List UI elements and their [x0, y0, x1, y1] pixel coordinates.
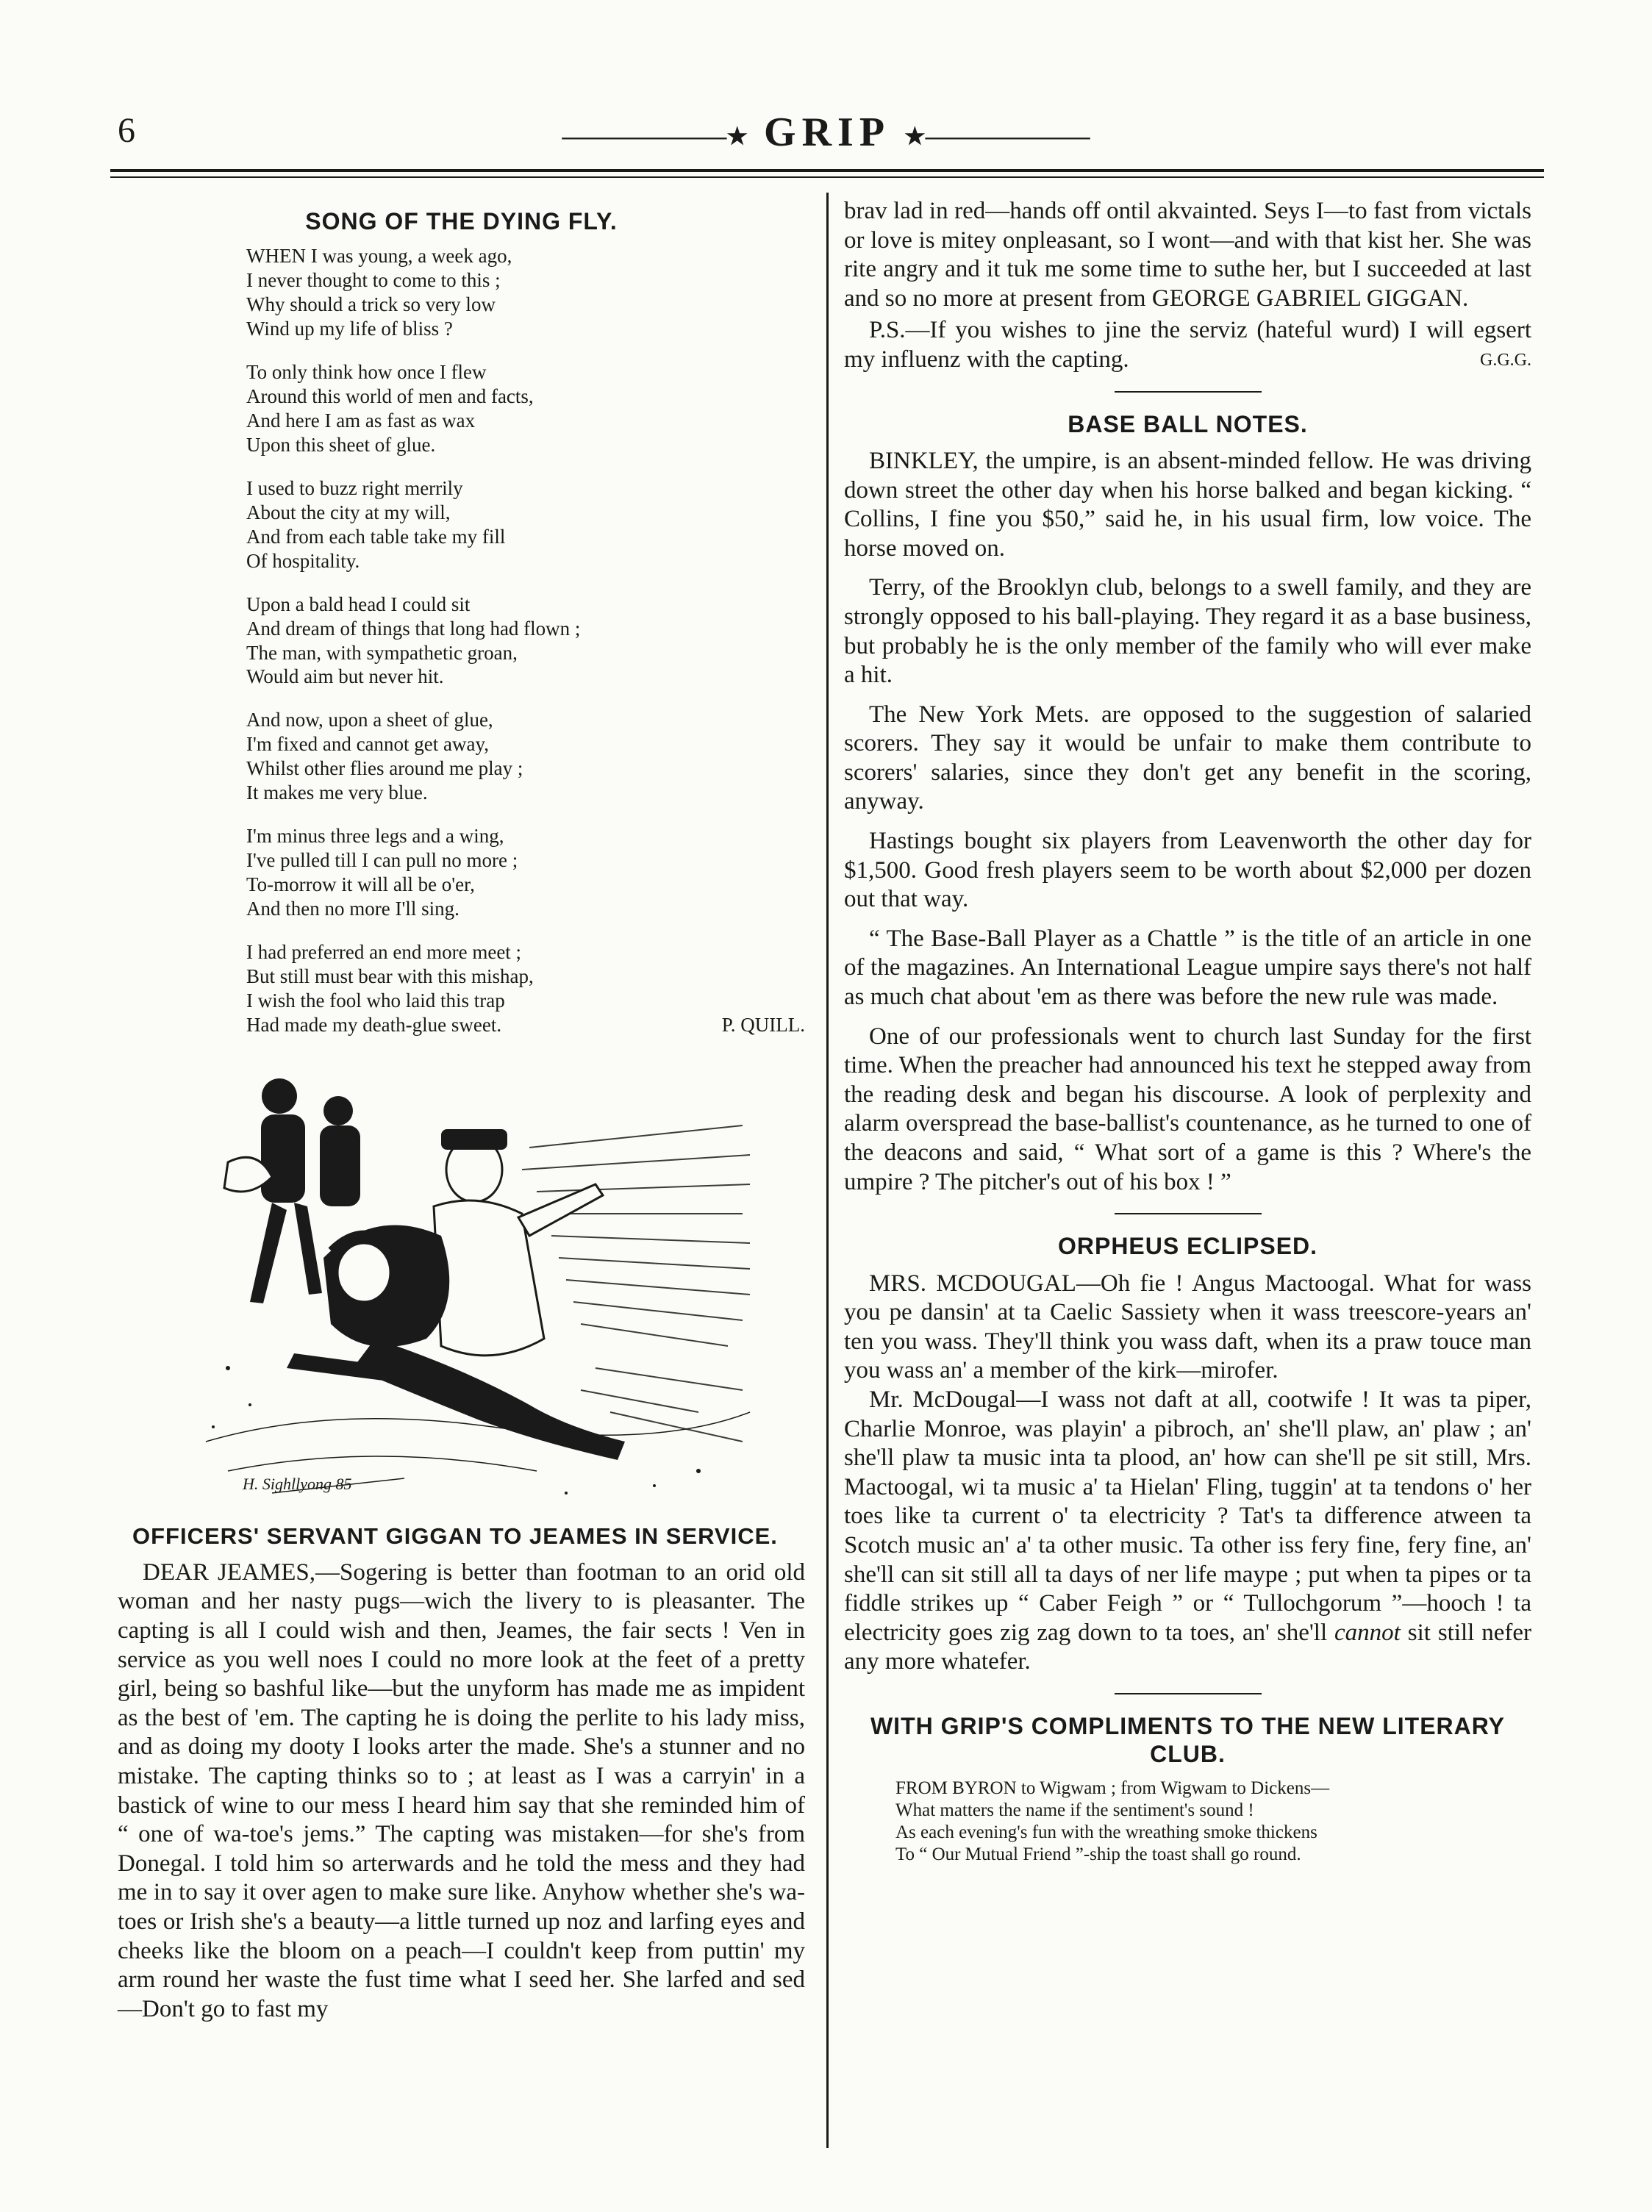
poem-line: And dream of things that long had flown ; [246, 617, 581, 640]
poem-line: To only think how once I flew [246, 361, 487, 384]
poem-line: Whilst other flies around me play ; [246, 757, 523, 780]
poem-line: I've pulled till I can pull no more ; [246, 849, 518, 872]
right-column [844, 197, 1531, 1866]
masthead-ornament-left: ———————★ [562, 123, 748, 150]
poem-line: Had made my death-glue sweet. [246, 1013, 502, 1036]
poem-line: It makes me very blue. [246, 781, 428, 804]
poem-line: And here I am as fast as wax [246, 409, 476, 432]
poem-stanza [246, 593, 805, 690]
poem-final-line [246, 1013, 805, 1037]
poem-line: I never thought to come to this ; [246, 269, 501, 292]
poem-line: And then no more I'll sing. [246, 897, 460, 920]
section-divider [1115, 391, 1262, 393]
poem-line: But still must bear with this mishap, [246, 964, 534, 987]
poem-line: Around this world of men and facts, [246, 385, 534, 408]
baseball-title: BASE BALL NOTES. [1068, 410, 1308, 437]
postscript-signature: G.G.G. [1480, 350, 1531, 370]
orpheus-paragraph: Mr. McDougal—I wass not daft at all, cootwife ! It was ta piper, Charlie Monroe, was playin' a pibroch, an' she'll plaw, an' plaw ; an' she'll plaw ta music inta ta plood, an' how can she'll pe sit still, Mrs. Mactoogal, wi ta music a' ta Hielan' Fling, tuggin' at ta tendons o' her toes like ta current o' ta electricity ? Tat's ta difference atween ta Scotch music an' a' ta other music. Ta other iss fery fine, fery fine, an' she'll can sit still all ta days of ner life maype ; put when ta pipes or ta fiddle strikes up “ Caber Feigh ” or “ Tullochgorum ”—hooch ! ta electricity goes zig zag down to ta toes, an' she'll cannot sit still nefer any more whatefer. [844, 1386, 1532, 1675]
verse-line: What matters the name if the sentiment's sound ! [895, 1800, 1254, 1820]
masthead-ornament-right: ★——————— [904, 123, 1090, 150]
poem-line: I wish the fool who laid this trap [246, 989, 505, 1012]
poem-line: Why should a trick so very low [246, 293, 496, 316]
poem-line: Would aim but never hit. [246, 665, 444, 688]
poem-stanza [246, 360, 805, 457]
section-divider [1115, 1213, 1262, 1214]
page-number: 6 [118, 111, 135, 150]
letter-paragraph [118, 1558, 805, 2025]
verse-line: As each evening's fun with the wreathing smoke thickens [895, 1822, 1317, 1842]
poem-line: I'm fixed and cannot get away, [246, 733, 489, 756]
header-rule-thin [110, 176, 1544, 178]
letter-paragraph: brav lad in red—hands off ontil akvainted. Seys I—to fast from victals or love is mitey onpleasant, so I wont—and with that kist her. She was rite angry and it tuk me some time to suthe her, but I succeeded at last and so no more at present from GEORGE GABRIEL GIGGAN. [844, 198, 1531, 312]
orpheus-body [844, 1270, 1531, 1677]
poem-stanza [246, 476, 805, 573]
baseball-paragraph: BINKLEY, the umpire, is an absent-minded fellow. He was driving down street the other day when his horse balked and began kicking. “ Collins, I fine you $50,” said he, in his usual firm, low voice. The horse moved on. [844, 447, 1531, 562]
poem-line: I used to buzz right merrily [246, 476, 463, 499]
poem-line: And now, upon a sheet of glue, [246, 709, 493, 731]
baseball-paragraph: Hastings bought six players from Leavenworth the other day for $1,500. Good fresh players seem to be worth about $2,000 per dozen out that way. [844, 828, 1531, 913]
baseball-paragraph: One of our professionals went to church last Sunday for the first time. When the preacher had announced his text he stepped away from the reading desk and began his discourse. A look of perplexity and alarm overspread the base-ballist's countenance, as he turned to one of the deacons and said, “ What sort of a game is this ? Where's the umpire ? The pitcher's out of his box ! ” [844, 1023, 1531, 1195]
poem-line: Upon a bald head I could sit [246, 593, 471, 615]
club-verse [895, 1778, 1531, 1866]
poem-line: I had preferred an end more meet ; [246, 940, 522, 963]
poem-stanza [246, 244, 805, 341]
letter-signature: GEORGE GABRIEL GIGGAN. [1151, 284, 1469, 312]
section-divider [1115, 1693, 1262, 1694]
poem-title: SONG OF THE DYING FLY. [305, 208, 618, 235]
poem-line: And from each table take my fill [246, 525, 506, 548]
left-column [118, 197, 805, 2024]
poem-stanza [246, 940, 805, 1037]
illustration-signature: H. Sighllyong 85 [243, 1474, 352, 1493]
letter-title: OFFICERS' SERVANT GIGGAN TO JEAMES IN SERVICE. [132, 1522, 778, 1549]
letter-salutation: DEAR JEAMES, [143, 1558, 315, 1586]
poem-stanza [246, 708, 805, 805]
orpheus-paragraph: MRS. MCDOUGAL—Oh fie ! Angus Mactoogal. What for wass you pe dansin' at ta Caelic Sassiety when it wass treescore-years an' ten you wass. They'll think you wass daft, when its a praw touce man you wass an' a member of the kirk—mirofer. [844, 1270, 1532, 1384]
postscript: P.S.—If you wishes to jine the serviz (hateful wurd) I will egsert my influenz with the capting. G.G.G. [844, 317, 1531, 373]
verse-line: FROM BYRON to Wigwam ; from Wigwam to Dickens— [895, 1778, 1330, 1798]
masthead-title: GRIP [764, 110, 888, 155]
poem-line: To-morrow it will all be o'er, [246, 873, 475, 896]
poem-line: WHEN I was young, a week ago, [246, 245, 512, 268]
letter-body [118, 1558, 805, 2025]
orpheus-speaker: MRS. MCDOUGAL [869, 1270, 1076, 1297]
baseball-paragraph: The New York Mets. are opposed to the suggestion of salaried scorers. They say it would be unfair to make them contribute to scorers' salaries, since they don't get any benefit in the scoring, anyway. [844, 701, 1531, 815]
poem-line: Upon this sheet of glue. [246, 433, 436, 456]
verse-line: To “ Our Mutual Friend ”-ship the toast shall go round. [895, 1844, 1301, 1864]
baseball-notes [844, 447, 1531, 1197]
poem-line: Of hospitality. [246, 549, 360, 572]
poem-body [246, 244, 805, 1037]
poem-line: I'm minus three legs and a wing, [246, 825, 504, 848]
illustration-skating-scene [184, 1059, 757, 1500]
letter-text: —Sogering is better than footman to an orid old woman and her nasty pugs—wich the livery to is pleasanter. The capting is all I could wish and then, Jeames, the fair sects ! Ven in service as you well noes I could no more look at the feet of a pretty girl, being so bashful like—but the unyform has made me as impident as the best of 'em. The capting he is doing the perlite to his lady miss, and as doing my dooty I looks arter the made. She's a stunner and no mistake. The capting thinks so to ; at least as I was a carryin' in a bastick of wine to our mess I heard him say that she reminded him of “ one of wa-toe's jems.” The capting was mistaken—for she's from Donegal. I told him so arterwards and he told the mess and they had me in to say it over agen to make sure like. Anyhow whether she's wa-toes or Irish she's a beauty—a little turned up noz and larfing eyes and cheeks like the bloom on a peach—I couldn't keep from puttin' my arm round her waste the fust time what I seed her. She larfed and sed—Don't go to fast my [118, 1558, 805, 2022]
masthead [0, 109, 1652, 156]
poem-line: About the city at my will, [246, 501, 451, 523]
club-title: WITH GRIP'S COMPLIMENTS TO THE NEW LITERARY CLUB. [870, 1712, 1506, 1768]
header-rule-thick [110, 169, 1544, 172]
poem-line: The man, with sympathetic groan, [246, 641, 518, 664]
letter-continuation [844, 197, 1531, 375]
baseball-paragraph: “ The Base-Ball Player as a Chattle ” is the title of an article in one of the magazines. An International League umpire says there's not half as much chat about 'em as there was before the new rule was made. [844, 925, 1531, 1011]
poem-author: P. QUILL. [721, 1013, 805, 1036]
orpheus-title: ORPHEUS ECLIPSED. [1057, 1233, 1318, 1260]
baseball-paragraph: Terry, of the Brooklyn club, belongs to a swell family, and they are strongly opposed to his ball-playing. They regard it as a base business, but probably he is the only member of the family who will ever make a hit. [844, 574, 1531, 689]
column-divider [826, 193, 829, 2148]
poem-stanza [246, 824, 805, 921]
poem-line: Wind up my life of bliss ? [246, 318, 453, 340]
